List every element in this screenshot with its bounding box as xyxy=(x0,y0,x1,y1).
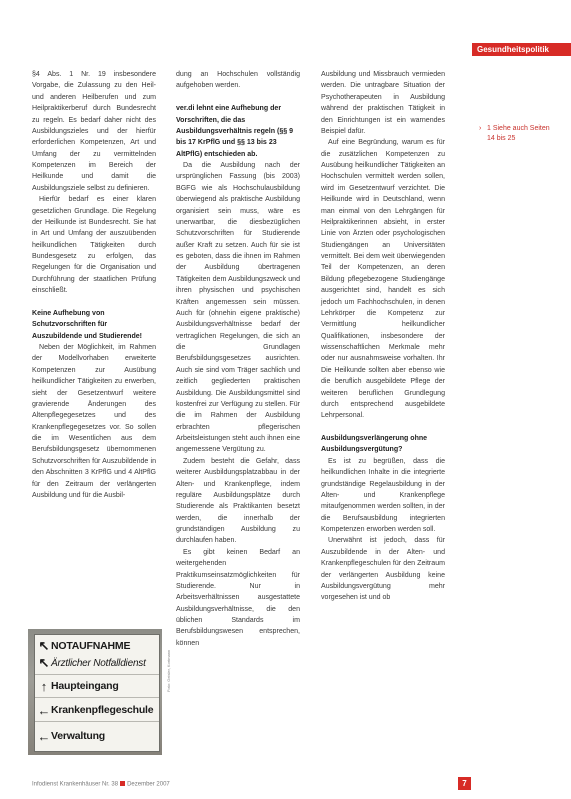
paragraph: Zudem besteht die Gefahr, dass weiterer Ausbildungsplatzabbau in der Alten- und Krankenpflege, indem reguläre Ausbildungsplätze durch Studierende als Praktikanten besetzt werden, die innerhalb der grundständigen Ausbildung zu durchlaufen haben. xyxy=(176,457,300,545)
sign-row-doctor: ↖ Ärztlicher Notfalldienst xyxy=(38,655,146,670)
subheading: Keine Aufhebung von Schutzvorschriften für Auszubildende und Studierende! xyxy=(32,309,143,340)
hospital-direction-sign xyxy=(34,634,160,752)
sidenote-arrow-icon: › xyxy=(479,125,482,132)
arrow-up-left-icon: ↖ xyxy=(38,655,50,670)
sign-row-nursing-school: ← Krankenpflegeschule xyxy=(37,702,154,718)
arrow-up-icon: ↑ xyxy=(40,678,48,694)
footer xyxy=(32,781,170,788)
page-number: 7 xyxy=(458,777,471,790)
paragraph: Ausbildung und Missbrauch vermieden werden. Die untragbare Situation der Psychotherapeuten in Ausbildung während der praktischen Tätigkeit in den Einrichtungen ist ein warnendes Beispiel dafür. xyxy=(321,71,445,135)
paragraph: Auf eine Begründung, warum es für die zusätzlichen Kompetenzen zu Ausübung heilkundlicher Tätigkeiten an Hochschulen vermittelt werden sollen, wird im Gesetzentwurf verzichtet. Die Heilkunde wird in Deutschland, wenn man einmal von den Lehrgängen für Heilpraktikerinnen absieht, in erster Linie von Ärzten oder psychologischen Studiengängen an Universitäten vermittelt. Bei dem weit überwiegenden Teil der Kompetenzen, an deren Bildung pflegebezogene Studiengänge ausgerichtet sind, handelt es sich jedoch um Fachhochschulen, in denen Lehrkörper die Kompetenz zur Vermittlung heilkundlicher Qualifikationen, insbesondere der wissenschaftlichen Merkmale mehr oder nur ausnahmsweise vorhalten. Ihr Die Heilkunde sollten aber ebenso wie die beruflich ausgebildete Pflege der weiteren beruflichen Grundlegung durch entsprechend ausgebildete Lehrpersonal. xyxy=(321,139,445,420)
sidenote xyxy=(479,124,557,144)
paragraph: Es gibt keinen Bedarf an weitergehenden Praktikumseinsatzmöglichkeiten für Studierende. Nur in Arbeitsverhältnissen ausgestattete Ausbildungsverhältnisse, die den üblichen Standards im Berufsbildungswesen entsprechen, können xyxy=(176,548,300,647)
paragraph: dung an Hochschulen vollständig aufgehoben werden. xyxy=(176,71,300,90)
paragraph: §4 Abs. 1 Nr. 19 insbesondere Vorgabe, die Zulassung zu den Heil- und anderen Heilberufen und zum Heilpraktikerberuf durch Bundesrecht zu regeln. Es bedarf daher nicht des Ausbildungszieles und der hierfür erforderlichen Kompetenzen, Art und Umfang der zu vermittelnden Kompetenzen im Bereich der Heilkunde und damit die Ausbildungsziele selbst zu definieren. xyxy=(32,71,156,192)
sidenote-text: 1 Siehe auch Seiten 14 bis 25 xyxy=(487,125,550,142)
sign-row-emergency: ↖ NOTAUFNAHME xyxy=(38,638,131,653)
paragraph: Unerwähnt ist jedoch, dass für Auszubildende in der Alten- und Krankenpflegeschulen für den Zeitraum der verlängerten Ausbildung keine Ausbildungsvergütung mehr vorgesehen ist und ob xyxy=(321,537,445,602)
footer-separator-icon xyxy=(120,781,125,786)
arrow-left-icon: ← xyxy=(37,728,51,744)
text-column-3 xyxy=(321,69,445,604)
arrow-up-left-icon: ↖ xyxy=(38,638,50,653)
paragraph: Es ist zu begrüßen, dass die heilkundlichen Inhalte in die integrierte grundständige Regelausbildung in der Alten- und Krankenpflege mitaufgenommen werden sollten, in der die Berufsausbildung integrierten Kompetenzen erworben werden soll. xyxy=(321,457,445,533)
arrow-left-icon: ← xyxy=(37,702,51,718)
subheading: Ausbildungsverlängerung ohne Ausbildungsvergütung? xyxy=(321,435,428,454)
paragraph: Da die Ausbildung nach der ursprünglichen Fassung (bis 2003) BGFG wie als Hochschulausbildung überwiegend als praktische Ausbildung organisiert sein muss, wäre es unerwartbar, die diesbezüglichen Schutzvorschriften für Studierende außer Kraft zu setzen. Auch für sie ist es geboten, dass die ihnen im Rahmen der Ausbildung übertragenen Tätigkeiten dem Ausbildungszweck und ihren physischen und psychischen Kräften angemessen sein müssen. Auch für (ohnehin eigene praktische) Ausbildungsverhältnisse bedarf der vertraglichen Regelungen, die sich an die Grundlagen Berufsbildungsgesetzes ausrichten. Auch sie sind vom Träger sachlich und zeitlich gegliederten praktischen Ausbildung. Die Ausbildungsmittel sind kostenfrei zur Verfügung zu stellen. Für die im Rahmen der Ausbildung erbrachten pflegerischen Arbeitsleistungen steht auch ihnen eine angemessene Vergütung zu. xyxy=(176,162,300,454)
subheading: ver.di lehnt eine Aufhebung der Vorschriften, die das Ausbildungsverhältnis regeln (§§ 9 bis 17 KrPflG und §§ 13 bis 23 AltPflG) entschieden ab. xyxy=(176,105,294,158)
footer-publication: Infodienst Krankenhäuser Nr. 38 xyxy=(32,781,119,788)
photo-credit: Foto: Geisler, Kortmann xyxy=(166,649,171,692)
text-column-1 xyxy=(32,69,156,501)
paragraph: Hierfür bedarf es einer klaren gesetzlichen Grundlage. Die Regelung der Heilkunde ist Bundesrecht. Sie hat in Art und Umfang der auszuübenden heilkundlichen Tätigkeiten durch Bundesgesetz zu erfolgen, das Regelungen für die Organisation und Durchführung der staatlichen Prüfung einschließt. xyxy=(32,196,156,295)
footer-date: Dezember 2007 xyxy=(127,781,170,788)
sign-row-entrance: ↑ Haupteingang xyxy=(37,677,119,695)
paragraph: Neben der Möglichkeit, im Rahmen der Modellvorhaben erweiterte Kompetenzen zur Ausübung heilkundlicher Tätigkeiten zu erwerben, sieht der Gesetzentwurf weitere gravierende Änderungen des Altenpflegegesetzes und des Krankenpflegegesetzes vor. So sollen die im Wesentlichen aus dem Berufsbildungsgesetz übernommenen Schutzvorschriften für Auszubildende in den Abschnitten 3 KrPflG und 4 AltPflG für den Zeitraum der verlängerten Ausbildung und für die Ausbil- xyxy=(32,344,156,499)
text-column-2 xyxy=(176,69,300,649)
sign-row-administration: ← Verwaltung xyxy=(37,728,106,744)
section-label: Gesundheitspolitik xyxy=(472,43,571,56)
